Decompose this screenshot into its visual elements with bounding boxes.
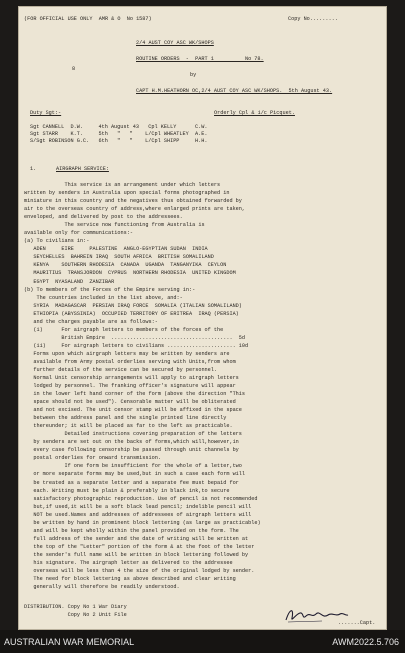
body-line: the top of the "Letter" portion of the form & at the foot of the letter [24,543,255,550]
body-line: miniature in this country and the negatives thus obtained forwarded by [24,198,242,205]
body-line: This service is an arrangement under which letters [24,182,221,188]
body-line: British Empire ....................................... 5d [24,334,246,341]
body-line: his signature. The airgraph letter as delivered to the addressee [24,559,233,566]
body-line: or more separate forms may be used,but in such a case each form will [24,471,246,478]
duty-sgt-heading: Duty Sgt:- [30,110,62,116]
body-line: space should not be used"). Censorable matter will be obliterated [24,399,236,406]
body-line: If one form be insufficient for the whole of a letter,two [24,463,242,470]
body-line: overseas will be less than 4 the size of the original lodged by sender. [24,567,255,574]
body-line: Detailed instructions covering preparation of the letters [24,431,242,438]
unit-heading: 2/4 AUST COY ASC WK/SHOPS [136,40,214,46]
distribution-line-1: DISTRIBUTION. Copy No 1 War Diary [24,604,127,610]
body-line: EGYPT NYASALAND ZANZIBAR [24,278,115,285]
body-line: by senders are set out on the backs of forms,which will,however,in [24,439,239,446]
body-line: satisfactory photographic reproduction. Use of pencil is not recommended [24,495,258,502]
duty-row: Sgt CANNELL D.W. 4th August 43 Cpl KELLY C.W. [30,124,208,130]
body-line: SYRIA MADAGASCAR PERSIAN IRAQ FORCE SOMALIA (ITALIAN SOMALILAND) [24,302,242,309]
body-line: further details of the service can be secured by personnel. [24,366,218,373]
section-title: AIRGRAPH SERVICE: [56,166,109,172]
body-line: generally will therefore be readily understood. [24,584,180,590]
body-line: air to the overseas country of address,where enlarged prints are taken, [24,206,246,213]
body-line: KENYA SOUTHERN RHODESIA CANADA UGANDA TANGANYIKA CEYLON [24,262,227,269]
body-line: postal orderlies for onward transmission. [24,455,161,462]
routine-orders-heading: ROUTINE ORDERS - PART 1 No 78. [136,56,264,62]
body-line: the sender's full name will be written in block lettering followed by [24,551,249,558]
body-line: (ii) For airgraph letters to civilians ...................... 10d [24,342,249,349]
body-line: (b) To members of the Forces of the Empire serving in:- [24,286,196,293]
section-number: 1. [30,166,37,172]
copy-number: Copy No......... [288,16,338,22]
body-line: be written by hand in prominent block lettering (as large as practicable) [24,519,261,526]
body-line: in the lower left hand corner of the form (above the direction "This [24,391,246,397]
by-text: by [190,72,197,78]
body-line: (i) For airgraph letters to members of the forces of the [24,326,224,333]
body-line: between the address panel and the single printed line directly [24,415,227,422]
body-line: each. Writing must be plain & preferably in black ink,to secure [24,487,230,494]
body-line: ADEN EIRE PALESTINE ANGLO-EGYPTIAN SUDAN INDIA [24,246,208,253]
body-text [24,182,383,592]
body-line: full address of the sender and the date of writing will be written at [24,535,249,542]
body-line: but,if used,it will be a soft black lead pencil; indelible pencil will [24,503,252,510]
body-line: lodged by personnel. The franking officer's signature will appear [24,383,236,389]
duty-row: Sgt STARR K.T. 5th " " L/Cpl WHEATLEY A.E. [30,131,208,137]
officer-line: CAPT H.M.HEATHORN OC,2/4 AUST COY ASC WK/SHOPS. 5th August 43. [136,88,333,94]
body-line: (a) To civilians in:- [24,238,90,245]
body-line: every case following censorship be passed through unit channels by [24,447,239,454]
body-line: written by senders in Australia upon special forms photographed in [24,190,230,196]
duty-row: S/Sgt ROBINSON G.C. 6th " " L/Cpl SHIPP H.H. [30,138,208,144]
body-line: available from Army postal orderlies serving with Units,from whom [24,358,236,365]
body-line: SEYCHELLES BAHREIN IRAQ SOUTH AFRICA BRITISH SOMALILAND [24,254,214,261]
distribution-line-2: Copy No 2 Unit File [24,612,127,618]
body-line: Normal Unit censorship arrangements will apply to airgraph letters [24,374,239,381]
archive-footer [0,630,405,653]
body-line: The need for block lettering as above described and clear writing [24,575,236,582]
orderly-cpl-heading: Orderly Cpl & i/c Picquet. [214,110,295,116]
body-line: and not excised. The unit censor stamp will be affixed in the space [24,407,242,414]
capt-line: .......Capt. [338,620,376,626]
body-line: and will be kept wholly within the panel provided on the form. The [24,527,239,534]
archive-id: AWM2022.5.706 [332,637,399,647]
body-line: enveloped, and delivered by post to the addressees. [24,214,183,221]
official-use-line: (FOR OFFICIAL USE ONLY AMR & O No 1587) [24,16,152,22]
body-line: thereunder; it will be placed as far to the left as practicable. [24,423,233,430]
body-line: MAURITIUS TRANSJORDON CYPRUS NORTHERN RHODESIA UNITED KINGDOM [24,270,236,277]
body-line: NOT be used.Names and addresses of addressees of airgraph letters will [24,511,252,518]
body-line: ETHIOPIA (ABYSSINIA) OCCUPIED TERRITORY OF ERITREA IRAQ (PERSIA) [24,310,239,317]
body-line: available only for communications:- [24,230,133,237]
body-line: be treated as a separate letter and a separate fee must bepaid for [24,479,239,486]
archive-name: AUSTRALIAN WAR MEMORIAL [4,637,135,647]
body-line: The service now functioning from Australia is [24,222,205,229]
body-line: The countries included in the list above, and:- [24,294,183,301]
body-line: and the charges payable are as follows:- [24,318,158,325]
document-page [18,6,387,630]
page-mark: 8 [72,66,76,72]
body-line: Forms upon which airgraph letters may be written by senders are [24,350,230,357]
